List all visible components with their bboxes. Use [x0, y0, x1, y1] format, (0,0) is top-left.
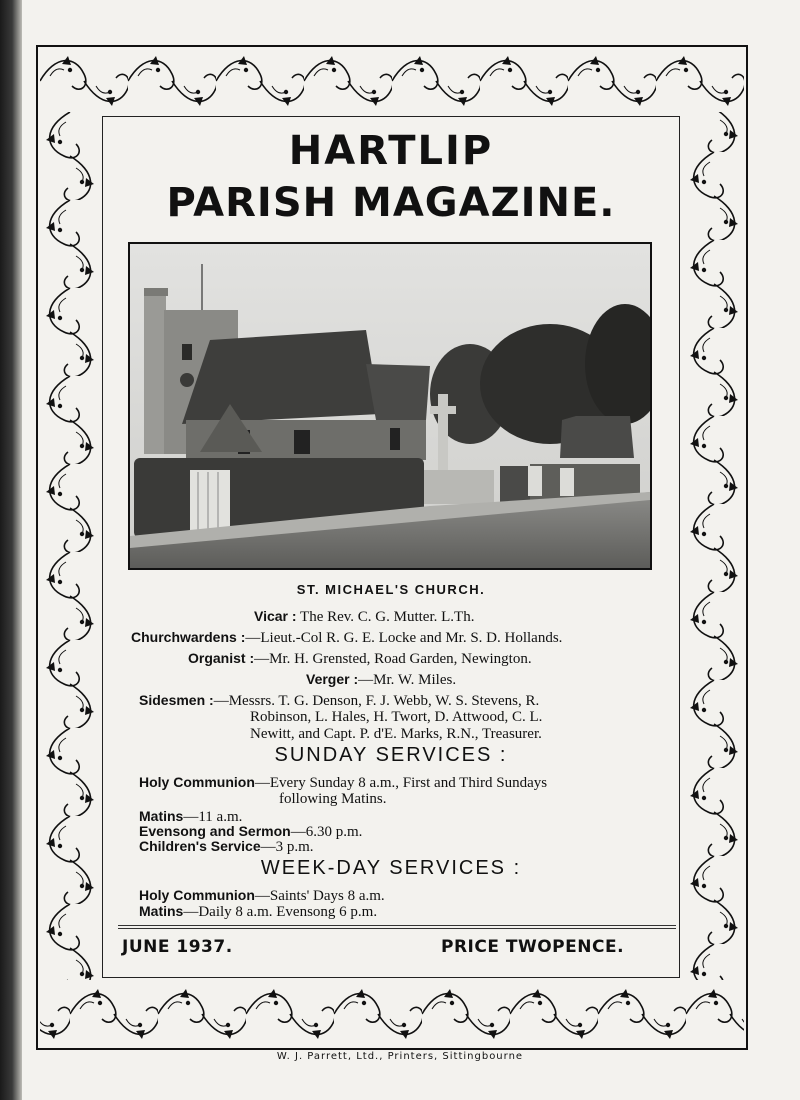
weekday-holy-communion-value: —Saints' Days 8 a.m.: [254, 888, 385, 904]
verger-line: [306, 670, 456, 689]
weekday-matins-value: —Daily 8 a.m. Evensong 6 p.m.: [183, 904, 378, 920]
vicar-line: [254, 607, 474, 626]
footer-rule-bottom: [118, 928, 676, 929]
weekday-matins-line: [139, 902, 377, 921]
weekday-matins-label: Matins: [139, 903, 184, 919]
childrens-service-value: —3 p.m.: [260, 839, 314, 855]
floral-border-bottom: [40, 981, 744, 1045]
issue-date: JUNE 1937.: [122, 937, 233, 957]
weekday-holy-communion-label: Holy Communion: [139, 887, 255, 903]
churchwardens-line: [131, 628, 562, 647]
sidesmen-label: Sidesmen :: [139, 692, 214, 708]
sunday-holy-communion-line2: following Matins.: [279, 791, 387, 807]
price: PRICE TWOPENCE.: [441, 937, 625, 957]
printer-imprint: W. J. Parrett, Ltd., Printers, Sittingbourne: [276, 1051, 524, 1062]
evensong-value: —6.30 p.m.: [290, 824, 363, 840]
sunday-matins-value: —11 a.m.: [183, 809, 243, 825]
magazine-title-line1: HARTLIP: [288, 128, 494, 174]
organist-line: [188, 649, 532, 668]
vicar-label: Vicar :: [254, 608, 297, 624]
weekday-services-heading: WEEK-DAY SERVICES :: [260, 857, 522, 879]
floral-border-top: [40, 50, 744, 112]
floral-border-left: [40, 112, 100, 980]
floral-border-right: [684, 112, 744, 980]
sunday-matins-label: Matins: [139, 808, 184, 824]
vicar-value: The Rev. C. G. Mutter. L.Th.: [296, 609, 475, 625]
sidesmen-value-line1: —Messrs. T. G. Denson, F. J. Webb, W. S. Stevens, R.: [213, 693, 540, 709]
churchwardens-label: Churchwardens :: [131, 629, 246, 645]
footer-rule-top: [118, 925, 676, 926]
sunday-holy-communion-label: Holy Communion: [139, 774, 255, 790]
organist-value: —Mr. H. Grensted, Road Garden, Newington.: [254, 651, 532, 667]
photo-caption: ST. MICHAEL'S CHURCH.: [296, 582, 486, 597]
verger-label: Verger :: [306, 671, 359, 687]
sidesmen-line3: Newitt, and Capt. P. d'E. Marks, R.N., Treasurer.: [250, 726, 542, 742]
childrens-service-line: [139, 837, 314, 856]
organist-label: Organist :: [188, 650, 255, 666]
evensong-label: Evensong and Sermon: [139, 823, 291, 839]
sunday-services-heading: SUNDAY SERVICES :: [274, 744, 508, 766]
verger-value: —Mr. W. Miles.: [358, 672, 457, 688]
magazine-title-line2: PARISH MAGAZINE.: [166, 180, 616, 226]
book-spine-shadow: [0, 0, 22, 1100]
churchwardens-value: —Lieut.-Col R. G. E. Locke and Mr. S. D. Hollands.: [245, 630, 563, 646]
sunday-holy-communion-value: —Every Sunday 8 a.m., First and Third Sundays: [254, 775, 548, 791]
childrens-service-label: Children's Service: [139, 838, 261, 854]
sidesmen-line2: Robinson, L. Hales, H. Twort, D. Attwood, C. L.: [250, 709, 543, 725]
church-photograph: [128, 242, 652, 570]
